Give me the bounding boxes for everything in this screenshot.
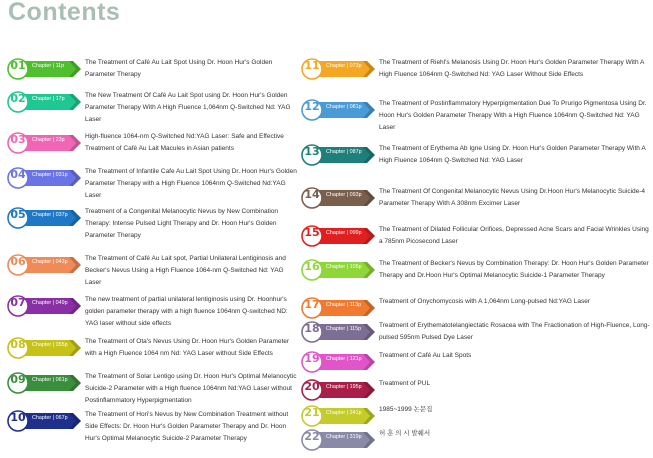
chapter-page-label: Chapter | 17p (32, 96, 65, 102)
chapter-title: The New Treatment Of Café Au Lait Spot using Dr. Hoon Hur's Golden Parameter Therapy With A High Fluence 1,064nm Q-Switched Nd: YAG Laser (85, 92, 291, 124)
chapter-title: The Treatment of Ota's Nevus Using Dr. Hoon Hur's Golden Parameter with a High Fluence 1064 nm Nd: YAG Laser without Side Effects (85, 338, 290, 358)
chapter-page-label: Chapter | 037p (32, 212, 68, 218)
chapter-number: 08 (10, 338, 26, 351)
chapter-page-label: Chapter | 115p (326, 326, 362, 332)
chapter-number: 10 (10, 411, 26, 424)
chapter-badge (301, 186, 375, 210)
chapter-number: 09 (10, 373, 26, 386)
chapter-number: 05 (10, 208, 26, 221)
chapter-number: 15 (304, 226, 320, 239)
chapter-title: The Treatment of Solar Lentigo using Dr. Hoon Hur's Optimal Melanocytic Suicide-2 Parameter with a High fluence 1064nm Nd:YAG Laser without Postinflammatory Hyperpigmentation (85, 373, 297, 405)
chapter-title: Treatment of Erythematotelangiectatic Rosacea with The Fractionation of High-Fluence, Long-pulsed 595nm Pulsed Dye Laser (379, 322, 650, 342)
chapter-page-label: Chapter | 099p (326, 230, 362, 236)
chapter-title: Treatment of a Congenital Melanocytic Nevus by New Combination Therapy: Intense Pulsed Light Therapy and Dr. Hoon Hur's Golden Parameter Therapy (85, 208, 279, 240)
chapter-page-label: Chapter | 043p (32, 259, 68, 265)
chapter-number: 20 (304, 380, 320, 393)
chapter-page-label: Chapter | 105p (326, 264, 362, 270)
chapter-title: Treatment of Café Au Lait Spots (379, 352, 472, 359)
chapter-page-label: Chapter | 067p (32, 415, 68, 421)
chapter-page-label: Chapter | 031p (32, 172, 68, 178)
chapter-title: The Treatment of Postinflammatory Hyperpigmentation Due To Prurigo Pigmentosa Using Dr. Hoon Hur's Golden Parameter Therapy With a High Fluence 1064nm Q-Switched Nd: YAG Laser (379, 100, 647, 132)
chapter-badge (301, 404, 375, 428)
chapter-title: The Treatment of Erythema Ab Igne Using Dr. Hoon Hur's Golden Parameter Therapy With A High Fluence 1064nm Q-Switched Nd: YAG Laser (379, 145, 646, 165)
chapter-badge (301, 320, 375, 344)
chapter-number: 13 (304, 145, 320, 158)
chapter-title: The Treatment of Hori's Nevus by New Combination Treatment without Side Effects: Dr. Hoon Hur's Golden Parameter Therapy and Dr. Hoon Hur's Optimal Melanocytic Suicide-2 Parameter Therapy (85, 411, 289, 443)
chapter-page-label: Chapter | 23p (32, 137, 65, 143)
chapter-number: 12 (304, 100, 320, 113)
chapter-number: 19 (304, 352, 320, 365)
chapter-number: 18 (304, 322, 320, 335)
chapter-page-label: Chapter | 093p (326, 192, 362, 198)
chapter-page-label: Chapter | 061p (32, 377, 68, 383)
chapter-page-label: Chapter | 241p (326, 410, 362, 416)
chapter-title: Treatment of Onychomycosis with A 1,064nm Long-pulsed Nd:YAG Laser (379, 298, 590, 305)
chapter-badge (301, 296, 375, 320)
chapter-page-label: Chapter | 049p (32, 300, 68, 306)
chapter-title: The Treatment of Riehl's Melanosis Using Dr. Hoon Hur's Golden Parameter Therapy With A High Fluence 1064nm Q-Switched Nd: YAG Laser Without Side Effects (379, 59, 645, 79)
chapter-number: 22 (304, 430, 320, 443)
chapter-badge (301, 143, 375, 167)
chapter-badge (301, 57, 375, 81)
chapter-page-label: Chapter | 055p (32, 342, 68, 348)
chapter-title: 허 훈 의 시 발췌서 (379, 430, 431, 437)
chapter-page-label: Chapter | 195p (326, 384, 362, 390)
chapter-title: 1985~1999 논문집 (379, 406, 433, 413)
chapter-number: 03 (10, 133, 26, 146)
chapter-number: 14 (304, 188, 320, 201)
page-title: Contents (8, 0, 121, 26)
chapter-title: The Treatment of Infantile Cafe Au Lait Spot Using Dr. Hoon Hur's Golden Parameter Therapy with a High Fluence 1064nm Q-Switched Nd:YAG Laser (85, 168, 297, 200)
chapter-number: 06 (10, 255, 26, 268)
chapter-title: The Treatment of Café Au Lait spot, Partial Unilateral Lentiginosis and Becker's Nevus Using a High Fluence 1064-nm Q-Switched Nd: YAG Laser (85, 255, 286, 287)
chapter-title: The Treatment Of Congenital Melanocytic Nevus Using Dr.Hoon Hur's Melanocytic Suicide-4 Parameter Therapy With A 308nm Excimer Laser (379, 188, 646, 208)
chapter-number: 04 (10, 168, 26, 181)
chapter-number: 07 (10, 296, 26, 309)
chapter-page-label: Chapter | 319p (326, 434, 362, 440)
chapter-badge (301, 350, 375, 374)
chapter-number: 17 (304, 298, 320, 311)
chapter-title: The Treatment of Café Au Lait Spot Using Dr. Hoon Hur's Golden Parameter Therapy (85, 59, 273, 79)
chapter-number: 11 (304, 59, 320, 72)
chapter-title: The Treatment of Dilated Follicular Orifices, Depressed Acne Scars and Facial Wrinkles Using a 785nm Picosecond Laser (379, 226, 649, 246)
chapter-badge (301, 258, 375, 282)
chapter-number: 01 (10, 59, 26, 72)
chapter-number: 02 (10, 92, 26, 105)
chapter-page-label: Chapter | 081p (326, 104, 362, 110)
chapter-title: The Treatment of Becker's Nevus by Combination Therapy: Dr. Hoon Hur's Golden Parameter Therapy and Dr.Hoon Hur's Optimal Melanocytic Suicide-1 Parameter Therapy (379, 260, 649, 280)
chapter-title: Treatment of PUL (379, 380, 431, 387)
chapter-number: 21 (304, 406, 320, 419)
chapter-page-label: Chapter | 073p (326, 63, 362, 69)
chapter-badge (301, 224, 375, 248)
chapter-number: 16 (304, 260, 320, 273)
chapter-page-label: Chapter | 087p (326, 149, 362, 155)
chapter-badge (301, 428, 375, 452)
chapter-page-label: Chapter | 11p (32, 63, 65, 69)
chapter-page-label: Chapter | 121p (326, 356, 362, 362)
chapter-page-label: Chapter | 113p (326, 302, 362, 308)
chapter-title: The new treatment of partial unilateral lentiginosis using Dr. Hoonhur's golden parameter therapy with a high fluence 1064nm Q-switched ND: YAG laser without side effects (85, 296, 288, 328)
chapter-title: High-fluence 1064-nm Q-Switched Nd:YAG Laser: Safe and Effective Treatment of Café Au Lait Macules in Asian patients (85, 133, 284, 153)
chapter-badge (301, 378, 375, 402)
chapter-badge (301, 98, 375, 122)
